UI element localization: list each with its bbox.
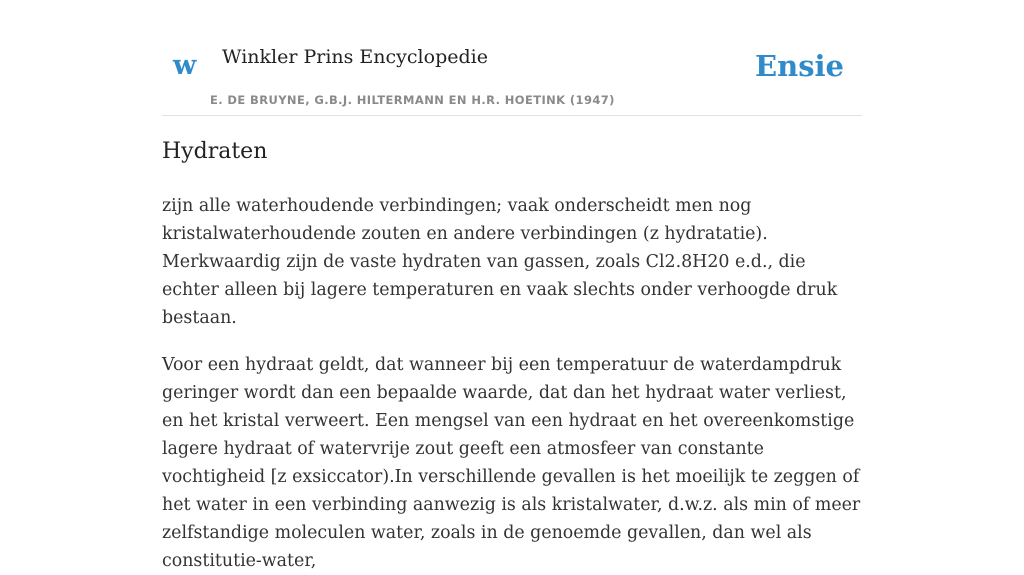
publication-title[interactable]: Winkler Prins Encyclopedie [222, 46, 488, 68]
logo-icon[interactable]: w [173, 50, 197, 81]
article-title: Hydraten [162, 139, 268, 164]
brand-logo[interactable]: Ensie [755, 49, 844, 83]
article-paragraph: Voor een hydraat geldt, dat wanneer bij een temperatuur de waterdampdruk geringer wordt dan een bepaalde waarde, dat dan het hydraat water verliest, en het kristal verweert. Een mengsel van een hydraat en het overeenkomstige lagere hydraat of watervrije zout geeft een atmosfeer van constante vochtigheid [z exsiccator).In verschillende gevallen is het moeilijk te zeggen of het water in een verbinding aanwezig is als kristalwater, d.w.z. als min of meer zelfstandige moleculen water, zoals in de genoemde gevallen, dan wel als constitutie-water, [162, 354, 861, 571]
site-header [162, 0, 862, 116]
publication-authors: E. DE BRUYNE, G.B.J. HILTERMANN EN H.R. HOETINK (1947) [210, 93, 615, 107]
article [162, 138, 862, 575]
article-paragraph: zijn alle waterhoudende verbindingen; vaak onderscheidt men nog kristalwaterhoudende zouten en andere verbindingen (z hydratatie). Merkwaardig zijn de vaste hydraten van gassen, zoals Cl2.8H20 e.d., die echter alleen bij lagere temperaturen en vaak slechts onder verhoogde druk bestaan. [162, 195, 838, 328]
